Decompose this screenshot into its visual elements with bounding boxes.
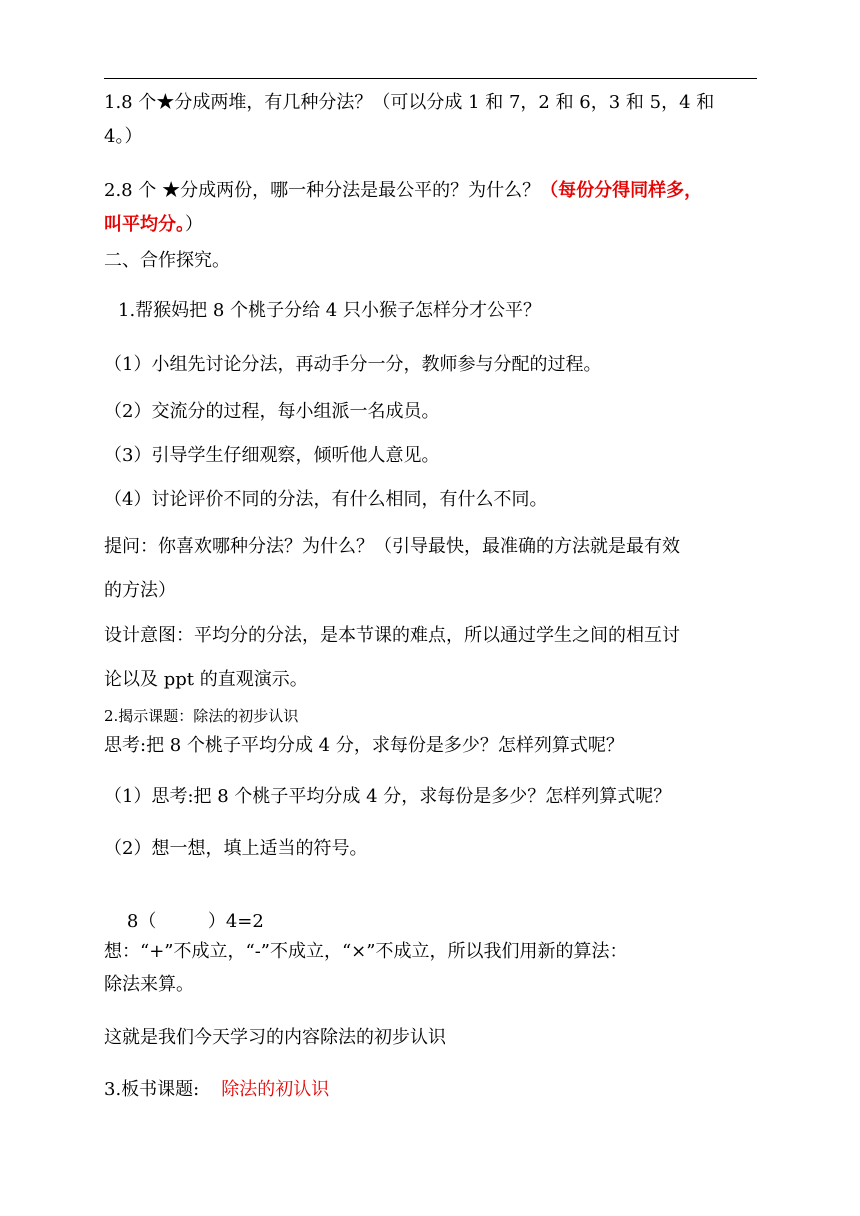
line-text: （1）思考:把 8 个桃子平均分成 4 分，求每份是多少？怎样列算式呢？ [104, 786, 672, 807]
text-line [104, 126, 142, 148]
text-line [104, 941, 627, 963]
text-line [104, 580, 176, 602]
line-text: 2.8 个 ★分成两份，哪一种分法是最公平的？为什么？ [104, 180, 541, 201]
definition-highlight: 叫平均分。 [104, 214, 185, 235]
line-text: 论以及 ppt 的直观演示。 [104, 669, 308, 690]
list-item [104, 445, 439, 467]
list-item [104, 786, 671, 808]
line-text: 想：“+”不成立，“-”不成立，“×”不成立，所以我们用新的算法： [104, 941, 628, 962]
board-title-line [104, 1079, 329, 1101]
line-text: 的方法） [104, 580, 176, 601]
text-line [104, 92, 714, 114]
list-item [104, 838, 367, 860]
lesson-title: 除法的初认识 [221, 1079, 330, 1100]
line-text: 思考:把 8 个桃子平均分成 4 分，求每份是多少？怎样列算式呢？ [104, 735, 624, 756]
text-line [118, 300, 541, 322]
section-heading [104, 250, 230, 272]
line-text: 提问：你喜欢哪种分法？为什么？（引导最快，最准确的方法就是最有效 [104, 536, 680, 557]
line-text: （2）交流分的过程，每小组派一名成员。 [104, 401, 440, 422]
list-item [104, 489, 547, 511]
list-item [104, 354, 601, 376]
text-line [104, 1027, 446, 1049]
line-text: 8（ ）4=2 [126, 911, 264, 932]
header-rule [104, 78, 757, 79]
line-text: 二、合作探究。 [104, 250, 230, 271]
line-text: 除法来算。 [104, 974, 194, 995]
line-text: 3.板书课题: [104, 1079, 200, 1100]
line-text: （2）想一想，填上适当的符号。 [104, 838, 368, 859]
list-item [104, 401, 439, 423]
subheading [104, 705, 298, 727]
line-text: （4）讨论评价不同的分法，有什么相同，有什么不同。 [104, 489, 548, 510]
line-text: 设计意图：平均分的分法，是本节课的难点，所以通过学生之间的相互讨 [104, 625, 680, 646]
text-line [104, 974, 194, 996]
line-text: ） [185, 214, 203, 235]
definition-highlight: （每份分得同样多， [540, 180, 703, 201]
text-line [104, 735, 624, 757]
line-text: 1.帮猴妈把 8 个桃子分给 4 只小猴子怎样分才公平？ [118, 300, 541, 321]
line-text: （3）引导学生仔细观察，倾听他人意见。 [104, 445, 440, 466]
text-line [104, 214, 203, 236]
line-text: 这就是我们今天学习的内容除法的初步认识 [104, 1027, 446, 1048]
text-line [104, 180, 702, 202]
text-line [104, 536, 680, 558]
line-text: （1）小组先讨论分法，再动手分一分，教师参与分配的过程。 [104, 354, 602, 375]
text-line [104, 669, 308, 691]
line-text: 2.揭示课题：除法的初步认识 [104, 707, 299, 725]
text-line [104, 625, 680, 647]
line-text: 1.8 个★分成两堆，有几种分法？（可以分成 1 和 7，2 和 6，3 和 5，4 和 [104, 92, 715, 113]
line-text: 4。） [104, 126, 143, 147]
